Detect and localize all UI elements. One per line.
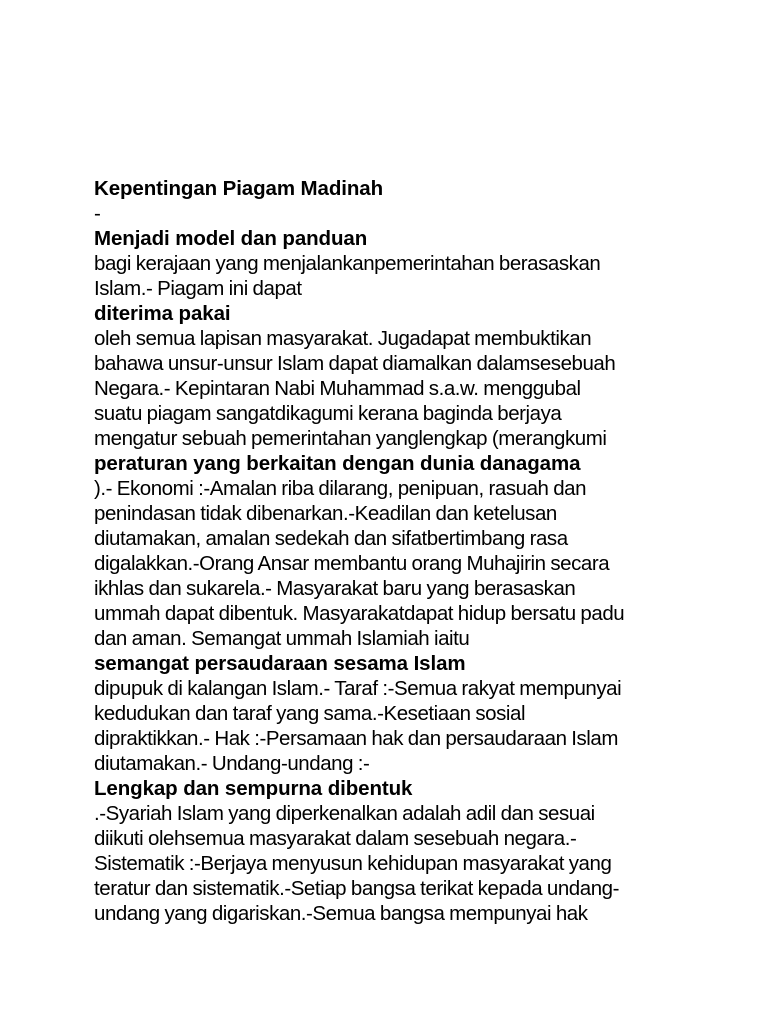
document-text-line: ikhlas dan sukarela.- Masyarakat baru yang berasaskan	[94, 577, 576, 600]
document-text-line: penindasan tidak dibenarkan.-Keadilan dan ketelusan	[94, 502, 557, 525]
document-body	[94, 176, 684, 926]
document-text-line: Negara.- Kepintaran Nabi Muhammad s.a.w. menggubal	[94, 377, 581, 400]
document-heading-line: diterima pakai	[94, 302, 231, 325]
document-heading-line: semangat persaudaraan sesama Islam	[94, 652, 466, 675]
document-text-line: Sistematik :-Berjaya menyusun kehidupan masyarakat yang	[94, 852, 612, 875]
document-text-line: diikuti olehsemua masyarakat dalam sesebuah negara.-	[94, 827, 577, 850]
document-text-line: bahawa unsur-unsur Islam dapat diamalkan dalamsesebuah	[94, 352, 616, 375]
document-heading-line: Kepentingan Piagam Madinah	[94, 177, 383, 200]
document-text-line: bagi kerajaan yang menjalankanpemerintahan berasaskan	[94, 252, 601, 275]
document-text-line: ).- Ekonomi :-Amalan riba dilarang, penipuan, rasuah dan	[94, 477, 587, 500]
document-text-line: teratur dan sistematik.-Setiap bangsa terikat kepada undang-	[94, 877, 619, 900]
document-text-line: mengatur sebuah pemerintahan yanglengkap (merangkumi	[94, 427, 607, 450]
document-text-line: digalakkan.-Orang Ansar membantu orang Muhajirin secara	[94, 552, 610, 575]
document-text-line: undang yang digariskan.-Semua bangsa mempunyai hak	[94, 902, 588, 925]
document-text-line: dipraktikkan.- Hak :-Persamaan hak dan persaudaraan Islam	[94, 727, 618, 750]
document-text-line: oleh semua lapisan masyarakat. Jugadapat membuktikan	[94, 327, 592, 350]
document-text-line: diutamakan, amalan sedekah dan sifatbertimbang rasa	[94, 527, 568, 550]
document-heading-line: Menjadi model dan panduan	[94, 227, 368, 250]
document-text-line: diutamakan.- Undang-undang :-	[94, 752, 370, 775]
document-text-line: Islam.- Piagam ini dapat	[94, 277, 302, 300]
document-heading-line: peraturan yang berkaitan dengan dunia danagama	[94, 452, 581, 475]
document-text-line: kedudukan dan taraf yang sama.-Kesetiaan sosial	[94, 702, 526, 725]
document-text-line: ummah dapat dibentuk. Masyarakatdapat hidup bersatu padu	[94, 602, 625, 625]
document-text-line: dipupuk di kalangan Islam.- Taraf :-Semua rakyat mempunyai	[94, 677, 622, 700]
document-text-line: .-Syariah Islam yang diperkenalkan adalah adil dan sesuai	[94, 802, 595, 825]
document-page	[94, 176, 684, 926]
document-heading-line: Lengkap dan sempurna dibentuk	[94, 777, 413, 800]
document-text-line: dan aman. Semangat ummah Islamiah iaitu	[94, 627, 470, 650]
document-text-line: suatu piagam sangatdikagumi kerana baginda berjaya	[94, 402, 562, 425]
document-text-line: -	[94, 202, 101, 225]
